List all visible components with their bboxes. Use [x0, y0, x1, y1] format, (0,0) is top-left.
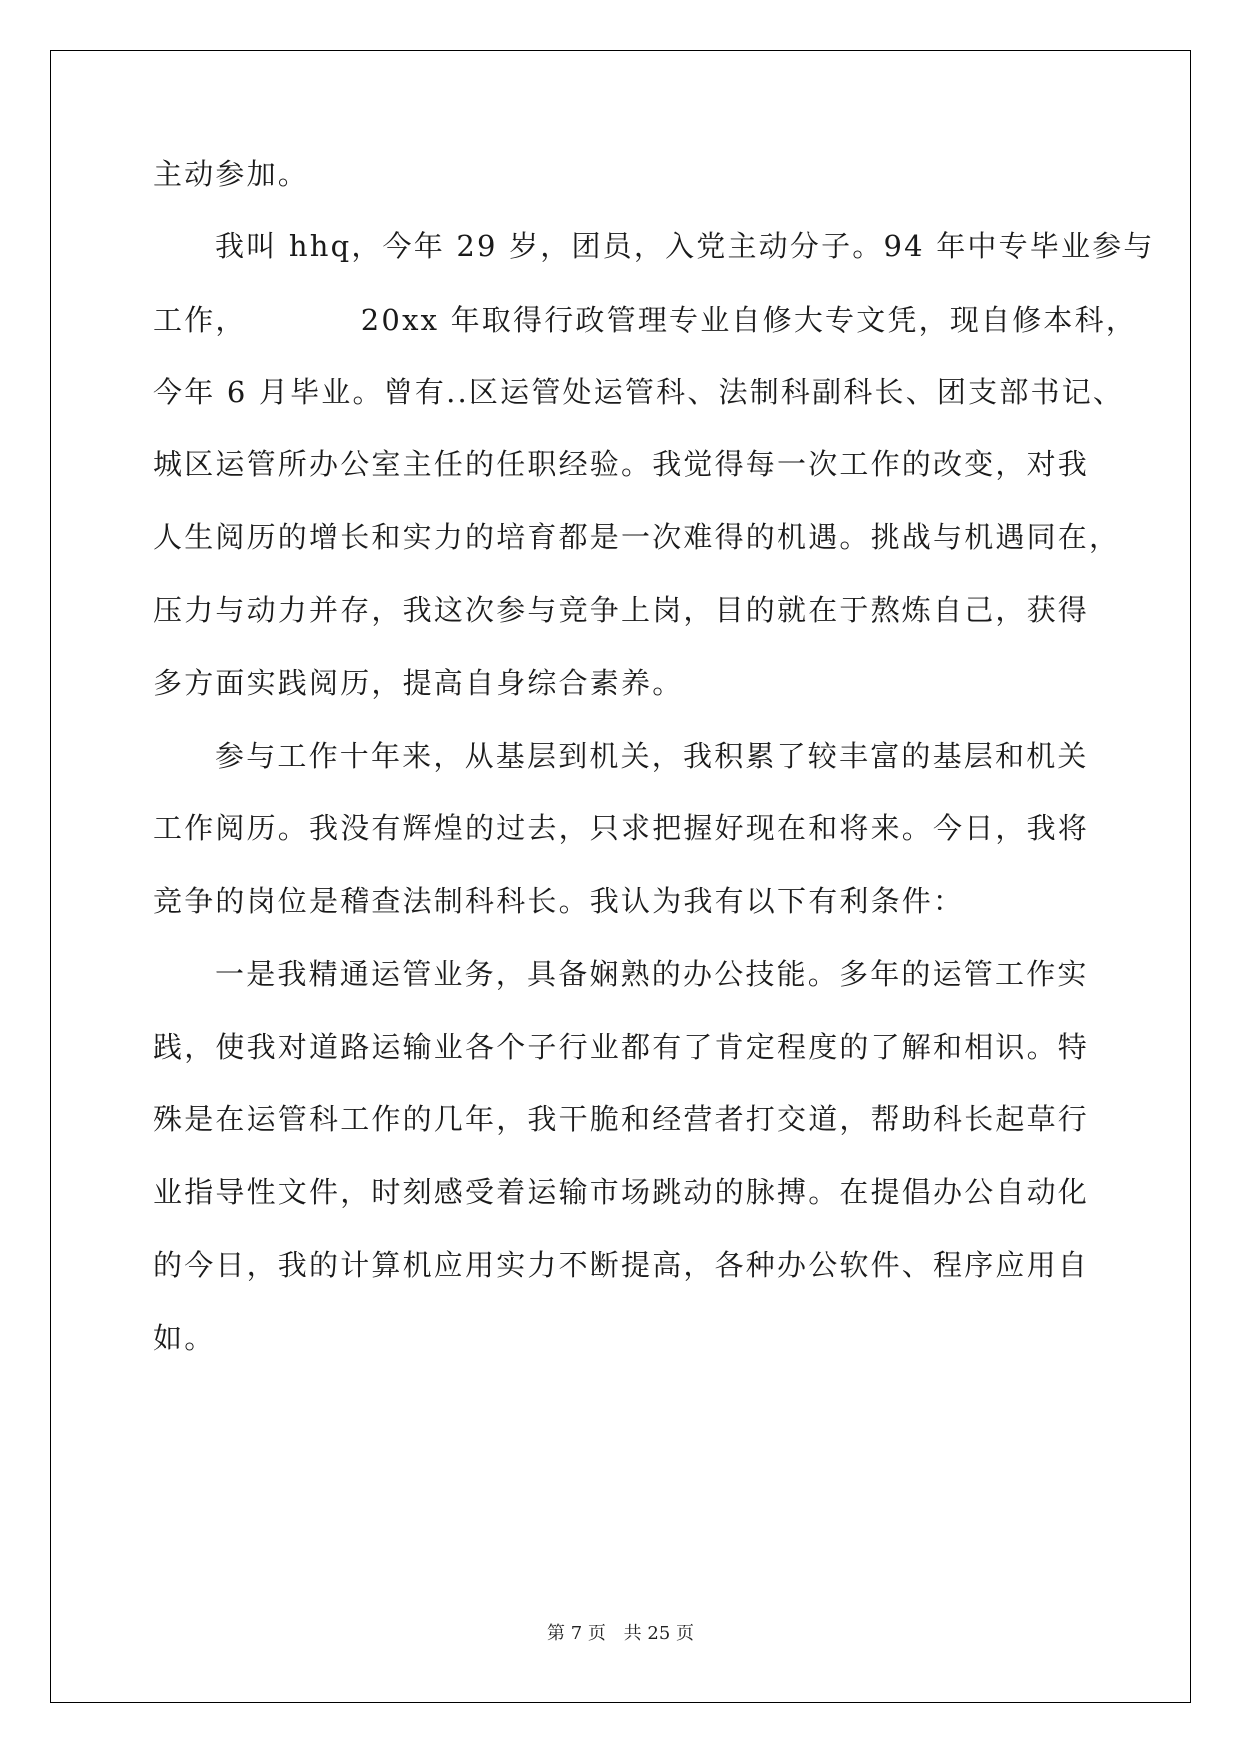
- text-line: 压力与动力并存，我这次参与竞争上岗，目的就在于熬炼自己，获得: [153, 593, 1090, 627]
- text-line: 参与工作十年来，从基层到机关，我积累了较丰富的基层和机关: [215, 739, 1089, 773]
- text-line: 主动参加。: [153, 157, 310, 191]
- page-number: 第 7 页: [547, 1623, 606, 1644]
- text-line: 城区运管所办公室主任的任职经验。我觉得每一次工作的改变，对我: [153, 447, 1090, 481]
- text-line: 工作， 20xx 年取得行政管理专业自修大专文凭，现自修本科，: [153, 303, 1138, 337]
- page-total: 共 25 页: [623, 1623, 694, 1644]
- text-line: 今年 6 月毕业。曾有..区运管处运管科、法制科副科长、团支部书记、: [153, 375, 1125, 409]
- text-line: 一是我精通运管业务，具备娴熟的办公技能。多年的运管工作实: [215, 957, 1089, 991]
- page-border: [50, 50, 1191, 1703]
- text-line: 践，使我对道路运输业各个子行业都有了肯定程度的了解和相识。特: [153, 1030, 1090, 1064]
- text-line: 殊是在运管科工作的几年，我干脆和经营者打交道，帮助科长起草行: [153, 1102, 1090, 1136]
- text-line: 我叫 hhq，今年 29 岁，团员，入党主动分子。94 年中专毕业参与: [215, 229, 1155, 263]
- text-line: 多方面实践阅历，提高自身综合素养。: [153, 666, 684, 700]
- text-line: 工作阅历。我没有辉煌的过去，只求把握好现在和将来。今日，我将: [153, 811, 1090, 845]
- text-line: 的今日，我的计算机应用实力不断提高，各种办公软件、程序应用自: [153, 1248, 1090, 1282]
- text-line: 人生阅历的增长和实力的培育都是一次难得的机遇。挑战与机遇同在，: [153, 520, 1121, 554]
- text-line: 竞争的岗位是稽查法制科科长。我认为我有以下有利条件：: [153, 884, 965, 918]
- page-footer: [0, 1622, 1241, 1646]
- text-line: 如。: [153, 1321, 216, 1355]
- text-line: 业指导性文件，时刻感受着运输市场跳动的脉搏。在提倡办公自动化: [153, 1175, 1090, 1209]
